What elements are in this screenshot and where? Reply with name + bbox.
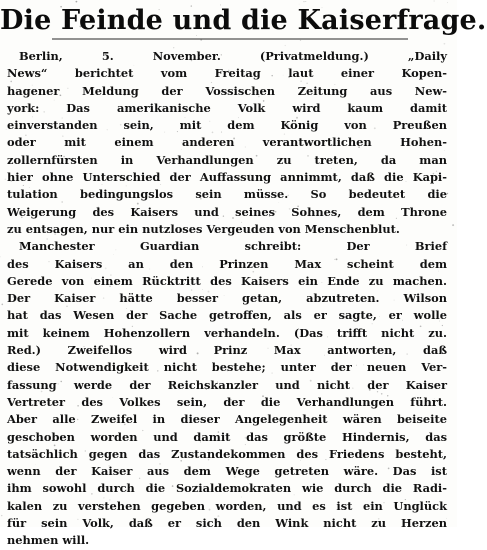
text-line: Weigerung des Kaisers und seines Sohnes, dem Throne [7,204,447,219]
text-line: mit keinem Hohenzollern verhandeln. (Das trifft nicht zu. [7,325,447,340]
text-line: hagener Meldung der Vossischen Zeitung aus New- [7,83,447,98]
text-line: Manchester Guardian schreibt: Der Brief [19,239,447,254]
text-line: Berlin, 5. November. (Privatmeldung.) „Daily [19,49,447,63]
headline-rule [52,38,408,40]
paragraph-berlin-report [7,48,447,238]
text-line: fassung werde der Reichskanzler und nicht der Kaiser [7,377,447,392]
text-line: zollernfürsten in Verhandlungen zu treten, da man [7,152,447,167]
text-line: des Kaisers an den Prinzen Max scheint dem [7,256,447,271]
paragraph-manchester-guardian [7,238,447,549]
text-line: Aber alle Zweifel in dieser Angelegenheit wären beiseite [7,412,447,427]
text-line: zu entsagen, nur ein nutzloses Vergeuden von Menschenblut. [7,221,400,236]
headline: Die Feinde und die Kaiserfrage. [0,5,487,36]
text-line: wenn der Kaiser aus dem Wege getreten wäre. Das ist [7,464,447,479]
text-line: hat das Wesen der Sache getroffen, als er sagte, er wolle [7,308,447,323]
text-line: ihm sowohl durch die Sozialdemokraten wie durch die Radi- [7,481,447,496]
text-line: geschoben worden und damit das größte Hindernis, das [7,429,447,444]
text-line: News“ berichtet vom Freitag laut einer Kopen- [7,66,447,81]
text-line: oder mit einem anderen verantwortlichen Hohen- [7,135,447,150]
text-line: Red.) Zweifellos wird Prinz Max antworten, daß [7,343,447,358]
text-line: Gerede von einem Rücktritt des Kaisers ein Ende zu machen. [7,273,447,288]
text-line: kalen zu verstehen gegeben worden, und es ist ein Unglück [7,498,447,513]
text-line: york: Das amerikanische Volk wird kaum damit [7,100,447,115]
text-line: Vertreter des Volkes sein, der die Verhandlungen führt. [7,394,447,409]
article-body [7,48,447,550]
text-line: hier ohne Unterschied der Auffassung annimmt, daß die Kapi- [7,170,447,185]
text-line: nehmen will. [7,533,90,548]
text-line: für sein Volk, daß er sich den Wink nicht zu Herzen [7,516,447,531]
text-line: diese Notwendigkeit nicht bestehe; unter der neuen Ver- [7,360,447,375]
text-line: tulation bedingungslos sein müsse. So bedeutet die [7,187,447,202]
text-line: Der Kaiser hätte besser getan, abzutreten. Wilson [7,291,447,306]
text-line: einverstanden sein, mit dem König von Preußen [7,118,447,133]
text-line: tatsächlich gegen das Zustandekommen des Friedens besteht, [7,446,447,461]
